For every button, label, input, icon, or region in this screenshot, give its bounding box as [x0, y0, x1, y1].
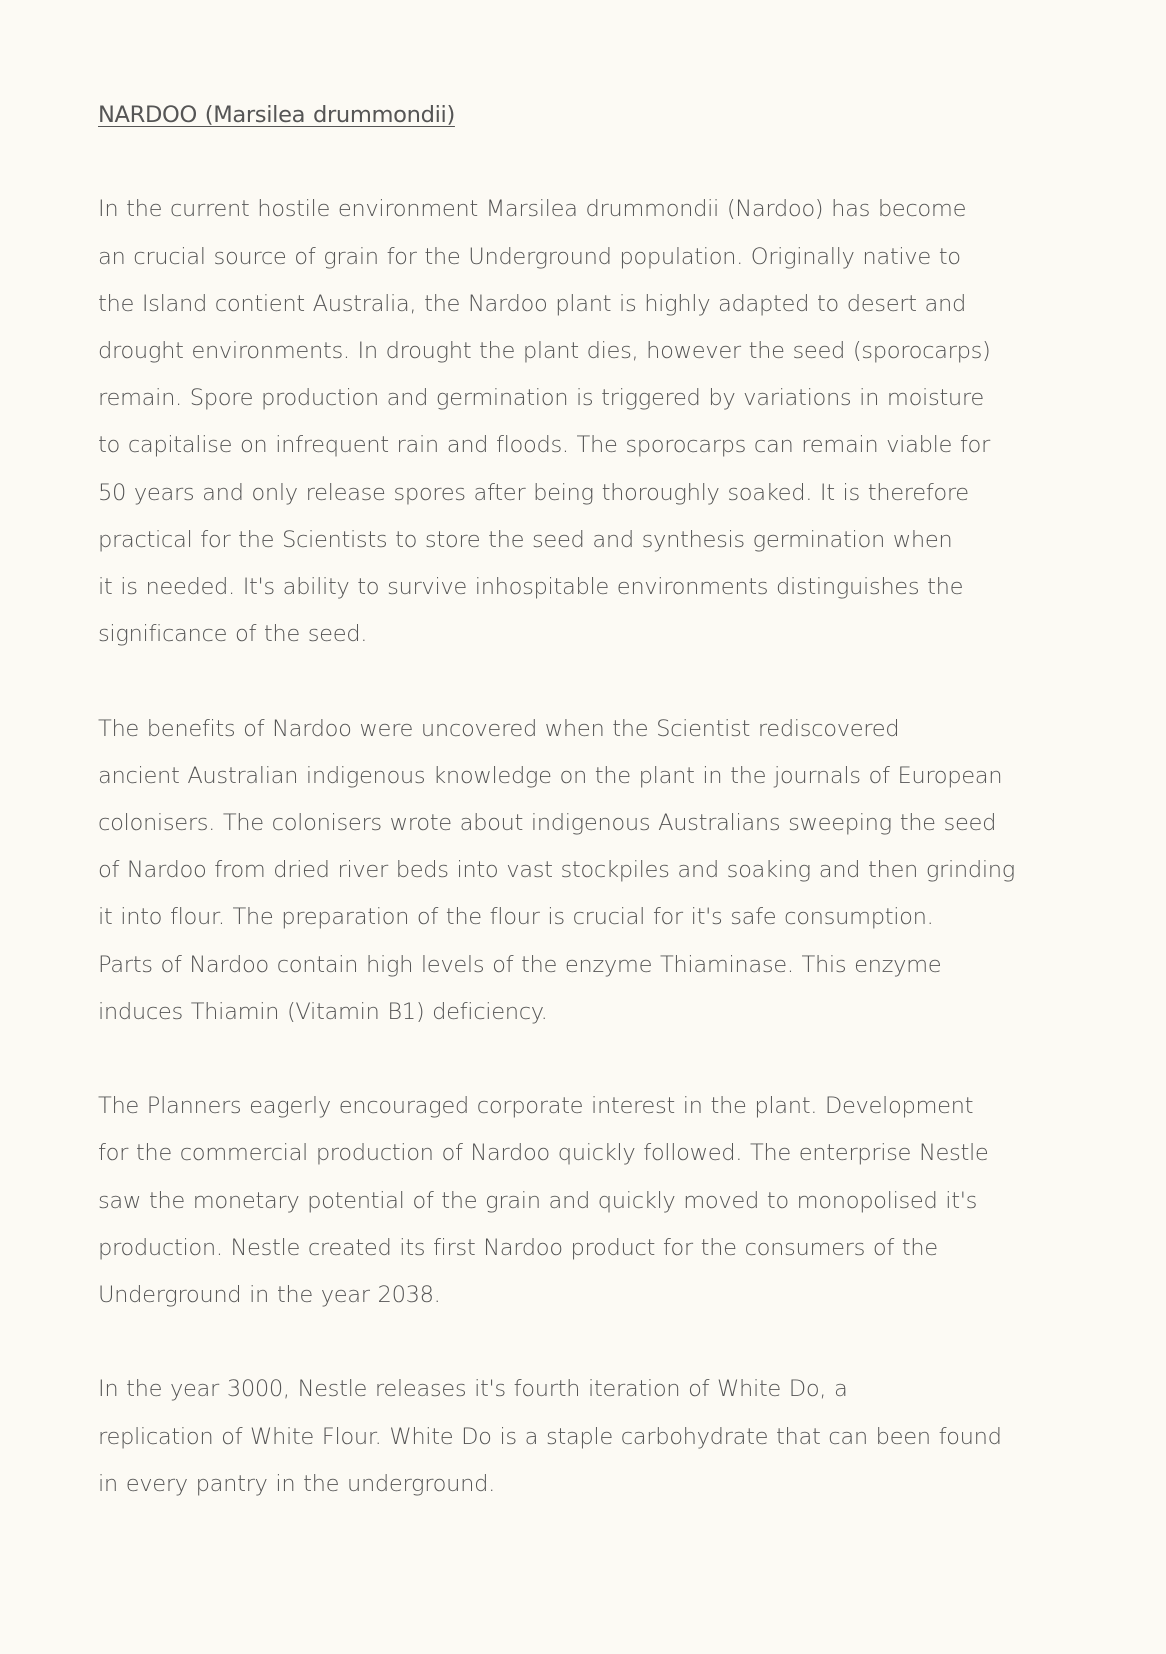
text-line: drought environments. In drought the plant dies, however the seed (sporocarps)	[98, 338, 991, 364]
text-line: colonisers. The colonisers wrote about indigenous Australians sweeping the seed	[98, 810, 997, 837]
text-line: replication of White Flour. White Do is a staple carbohydrate that can been found	[98, 1423, 1002, 1450]
text-line: The Planners eagerly encouraged corporate interest in the plant. Development	[98, 1093, 974, 1120]
text-line: significance of the seed.	[98, 621, 368, 648]
text-line: it is needed. It's ability to survive inhospitable environments distinguishes the	[98, 574, 964, 601]
text-line: production. Nestle created its first Nardoo product for the consumers of the	[98, 1234, 938, 1261]
text-line: ancient Australian indigenous knowledge on the plant in the journals of European	[98, 762, 1003, 789]
text-line: 50 years and only release spores after being thoroughly soaked. It is therefore	[98, 479, 969, 506]
text-line: In the current hostile environment Marsilea drummondii (Nardoo) has become	[98, 196, 967, 223]
paragraph-habitat	[98, 186, 1088, 658]
text-line: practical for the Scientists to store the seed and synthesis germination when	[98, 526, 953, 553]
text-line: the Island contient Australia, the Nardoo plant is highly adapted to desert and	[98, 290, 966, 317]
paragraph-white-do	[98, 1366, 1088, 1508]
text-line: of Nardoo from dried river beds into vast stockpiles and soaking and then grinding	[98, 857, 1015, 884]
text-line: saw the monetary potential of the grain and quickly moved to monopolised it's	[98, 1187, 978, 1214]
text-line: In the year 3000, Nestle releases it's fourth iteration of White Do, a	[98, 1376, 848, 1403]
text-line: an crucial source of grain for the Underground population. Originally native to	[98, 243, 961, 270]
paragraph-benefits	[98, 706, 1088, 1036]
text-line: remain. Spore production and germination is triggered by variations in moisture	[98, 385, 984, 412]
paragraph-production	[98, 1083, 1088, 1319]
text-line: for the commercial production of Nardoo quickly followed. The enterprise Nestle	[98, 1140, 989, 1167]
text-line: induces Thiamin (Vitamin B1) deficiency.	[98, 998, 548, 1025]
text-line: Underground in the year 2038.	[98, 1282, 441, 1309]
text-line: The benefits of Nardoo were uncovered when the Scientist rediscovered	[98, 715, 900, 742]
text-line: to capitalise on infrequent rain and floods. The sporocarps can remain viable for	[98, 432, 990, 459]
text-line: it into flour. The preparation of the flour is crucial for it's safe consumption.	[98, 904, 934, 931]
document-title: NARDOO (Marsilea drummondii)	[98, 102, 455, 128]
text-line: in every pantry in the underground.	[98, 1470, 495, 1497]
text-line: Parts of Nardoo contain high levels of the enzyme Thiaminase. This enzyme	[98, 951, 942, 978]
document-body	[98, 92, 1088, 1508]
